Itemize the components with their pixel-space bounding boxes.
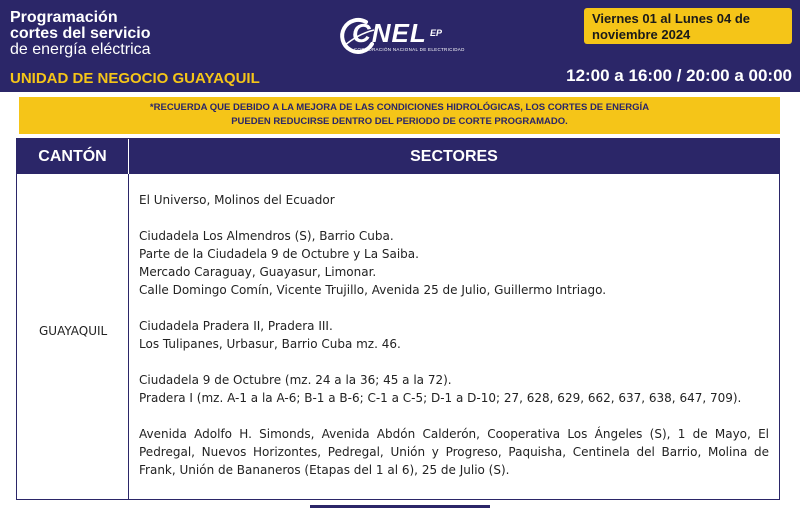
sector-line: Los Tulipanes, Urbasur, Barrio Cuba mz. 46. (139, 337, 401, 351)
notice-banner (19, 97, 780, 134)
sector-line: El Universo, Molinos del Ecuador (139, 193, 335, 207)
header-banner (0, 0, 800, 92)
date-line-1: Viernes 01 al Lunes 04 de (592, 11, 751, 26)
sector-line: Pradera I (mz. A-1 a la A-6; B-1 a B-6; C-1 a C-5; D-1 a D-10; 27, 628, 629, 662, 637, 638, 647, 709). (139, 391, 742, 405)
sector-line: Avenida Adolfo H. Simonds, Avenida Abdón Calderón, Cooperativa Los Ángeles (S), 1 de Mayo, El Pedregal, Nuevos Horizontes, Pedregal, Unión y Progreso, Paquisha, Centinela del Barrio, Molina de Frank, Unión de Bananeros (Etapas del 1 al 6), 25 de Julio (S). (139, 427, 769, 477)
spacer (139, 209, 769, 227)
sector-line: Ciudadela 9 de Octubre (mz. 24 a la 36; 45 a la 72). (139, 373, 452, 387)
sector-line: Mercado Caraguay, Guayasur, Limonar. (139, 265, 377, 279)
sector-line: Calle Domingo Comín, Vicente Trujillo, Avenida 25 de Julio, Guillermo Intriago. (139, 283, 607, 297)
table-header (17, 139, 779, 174)
date-line-2: noviembre 2024 (592, 27, 691, 42)
logo-subtitle: CORPORACIÓN NACIONAL DE ELECTRICIDAD (354, 47, 465, 52)
footer-divider (310, 505, 490, 508)
outage-table (16, 138, 780, 500)
spacer (139, 299, 769, 317)
sectors-cell (139, 191, 769, 479)
sector-line: Parte de la Ciudadela 9 de Octubre y La Saiba. (139, 247, 419, 261)
logo-suffix: EP (430, 28, 443, 38)
canton-cell: GUAYAQUIL (39, 324, 108, 338)
column-divider (128, 174, 129, 499)
spacer (139, 353, 769, 371)
business-unit-label: UNIDAD DE NEGOCIO GUAYAQUIL (10, 70, 260, 87)
column-header-canton: CANTÓN (38, 148, 107, 165)
notice-line-1: *RECUERDA QUE DEBIDO A LA MEJORA DE LAS CONDICIONES HIDROLÓGICAS, LOS CORTES DE ENERGÍA (149, 102, 650, 113)
title-line-1: Programación (10, 9, 118, 26)
logo-text: CNEL (352, 18, 427, 48)
sector-line: Ciudadela Los Almendros (S), Barrio Cuba. (139, 229, 394, 243)
spacer (139, 407, 769, 425)
sector-line: Ciudadela Pradera II, Pradera III. (139, 319, 333, 333)
notice-line-2: PUEDEN REDUCIRSE DENTRO DEL PERIODO DE CORTE PROGRAMADO. (231, 116, 568, 127)
page-title (10, 10, 151, 58)
cnel-logo (336, 16, 466, 56)
column-header-sectores: SECTORES (410, 148, 498, 165)
title-line-3: de energía eléctrica (10, 41, 151, 58)
date-range-badge (584, 8, 792, 44)
time-range: 12:00 a 16:00 / 20:00 a 00:00 (566, 66, 792, 85)
title-line-2: cortes del servicio (10, 25, 151, 42)
